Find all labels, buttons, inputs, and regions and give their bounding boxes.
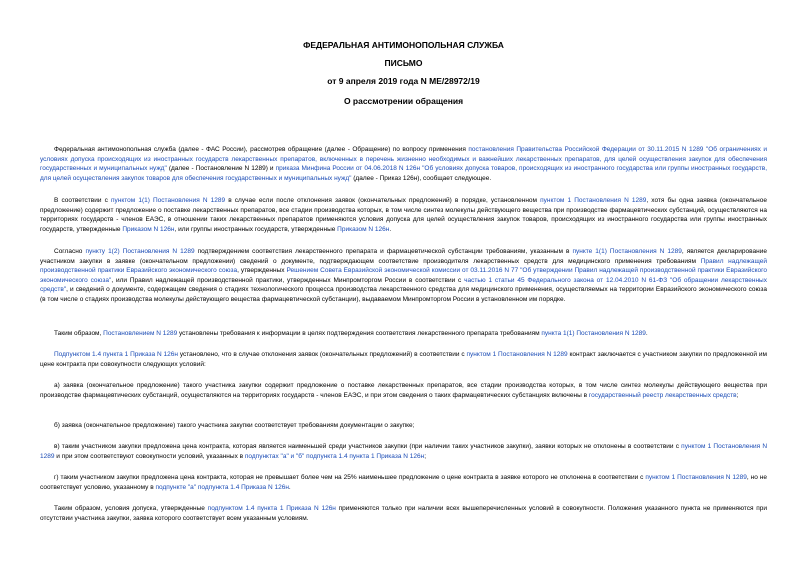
text-segment: .	[389, 225, 392, 233]
subject-title: О рассмотрении обращения	[343, 96, 464, 106]
text-segment: Согласно	[54, 248, 86, 255]
agency-title: ФЕДЕРАЛЬНАЯ АНТИМОНОПОЛЬНАЯ СЛУЖБА	[303, 40, 504, 50]
text-segment: .	[288, 483, 291, 491]
text-segment: г) таким участником закупки предложена цена контракта, которая не превышает более чем на 25% наименьшее предложение о цене контракта в заявке которого не отклонена в соответствии с	[54, 474, 646, 481]
document-link[interactable]: пунктом 1 Постановления N 1289	[540, 197, 647, 204]
document-link[interactable]: постановления Правительства Российской Федерации от 30.11.2015 N 1289 "Об ограничениях и условиях допуска происходящих из иностранных государств лекарственных препаратов, включенных в перечень жизненно необходимых и важнейших лекарственных препаратов, для целей осуществления закупок для обеспечения государственных и муниципальных нужд"	[40, 146, 767, 172]
document-link[interactable]: приказа Минфина России от 04.06.2018 N 126н "Об условиях допуска товаров, происходящих из иностранного государства или группы иностранных государств, для целей осуществления закупок товаров для обеспечения государственных и муниципальных нужд"	[40, 165, 768, 182]
document-link[interactable]: пунктом 1 Постановления N 1289	[40, 443, 768, 460]
text-segment: , утвержденных	[237, 267, 287, 274]
paragraph-8	[40, 442, 767, 461]
document-link[interactable]: частью 1 статьи 45 Федерального закона от 12.04.2010 N 61-ФЗ "Об обращении лекарственных средств"	[40, 276, 767, 293]
document-link[interactable]: Правил надлежащей производственной практики Евразийского экономического союза	[40, 257, 767, 274]
text-segment: установлено, что в случае отклонения заявок (окончательных предложений) в соответствии с	[177, 351, 467, 358]
document-link[interactable]: государственный реестр лекарственных средств	[588, 391, 737, 399]
text-segment: а) заявка (окончательное предложение) такого участника закупки содержит предложение о поставке лекарственных препаратов, все стадии производства которых, в том числе синтез молекулы действующего вещества при производстве фармацевтических субстанций, осуществляются на территориях государств - членов ЕАЭС, и при этом сведения о таких фармацевтических субстанциях включены в	[40, 382, 767, 399]
text-segment: ;	[736, 391, 739, 399]
document-type: ПИСЬМО	[384, 58, 423, 68]
document-link[interactable]: Приказом N 126н	[337, 225, 390, 233]
text-segment: Таким образом,	[54, 330, 104, 337]
text-segment: контракт заключается с участником закупки по предложенной им цене контракта при совокупности следующих условий:	[40, 351, 767, 368]
document-link[interactable]: пункте 1(1) Постановления N 1289	[572, 248, 682, 255]
document-link[interactable]: пунктом 1 Постановления N 1289	[645, 474, 747, 481]
paragraph-4	[40, 329, 767, 339]
text-segment: в) таким участником закупки предложена цена контракта, которая является наименьшей среди участников закупки (при наличии таких участников закупки), заявки которых не отклонены в соответствии с	[54, 443, 682, 450]
text-segment: ;	[424, 452, 426, 460]
text-segment: , или Правил надлежащей производственной практики, утвержденных Минпромторгом России в соответствии с	[111, 276, 465, 284]
text-segment: , но не соответствует условию, указанному в	[40, 474, 767, 491]
text-segment: , и сведений о документе, содержащем сведения о стадиях технологического процесса производства лекарственного средства для медицинского применения, осуществляемых на территории Евразийского экономического союза (в том числе о стадиях производства молекулы действующего вещества фармацевтической субстанции), выдаваемом Минпромторгом России в установленном им порядке.	[40, 286, 767, 303]
text-segment: , хотя бы одна заявка (окончательное предложение) содержит предложение о поставке лекарственных препаратов, все стадии производства которых, в том числе синтез молекулы действующего вещества при производстве фармацевтических субстанций, осуществляются на территориях государств - членов ЕАЭС, в отношении таких лекарственных препаратов применяются условия допуска для целей осуществления закупок товаров, происходящих из иностранного государства или группы иностранных государств, утвержденные	[40, 197, 767, 233]
text-segment: и при этом соответствуют совокупности условий, указанных в	[54, 452, 245, 460]
paragraph-9	[40, 473, 767, 492]
document-link[interactable]: Решением Совета Евразийской экономической комиссии от 03.11.2016 N 77 "Об утверждении Правил надлежащей производственной практики Евразийского экономического союза"	[40, 267, 767, 284]
paragraph-6	[40, 381, 767, 400]
document-link[interactable]: пунктом 1(1) Постановления N 1289	[110, 197, 226, 204]
text-segment: установлены требования к информации в целях подтверждения соответствия лекарственного препарата требованиям	[177, 330, 542, 337]
text-segment: в случае если после отклонения заявок (окончательных предложений) в порядке, установленном	[225, 197, 541, 204]
paragraph-10	[40, 504, 767, 523]
document-link[interactable]: Подпунктом 1.4 пункта 1 Приказа N 126н	[54, 351, 178, 358]
text-segment: (далее - Приказ 126н), сообщает следующее.	[351, 174, 492, 182]
text-segment: .	[645, 330, 648, 337]
document-link[interactable]: пункта 1(1) Постановления N 1289	[541, 330, 646, 337]
date-number: от 9 апреля 2019 года N МЕ/28972/19	[327, 76, 480, 86]
document-link[interactable]: подпунктах "а" и "б" подпункта 1.4 пункта 1 Приказа N 126н	[244, 452, 425, 460]
text-segment: применяются только при наличии всех вышеперечисленных условий в совокупности. Положения указанного пункта не применяются при отсутствии участника закупки, заявка которого соответствует всем указанным условиям.	[40, 505, 767, 522]
text-segment: , является декларирование участником закупки в заявке (окончательном предложении) сведений о документе, подтверждающем соответствие производителя лекарственных средств для медицинского применения требованиям	[40, 248, 767, 265]
text-segment: б) заявка (окончательное предложение) такого участника закупки соответствует требованиям документации о закупке;	[54, 422, 415, 429]
text-segment: Федеральная антимонопольная служба (далее - ФАС России), рассмотрев обращение (далее - Обращение) по вопросу применения	[54, 146, 469, 153]
text-segment: (далее - Постановление N 1289) и	[166, 165, 276, 172]
paragraph-3	[40, 247, 767, 304]
text-segment: , или группы иностранных государств, утвержденные	[174, 225, 338, 233]
paragraph-7	[40, 421, 767, 431]
document-link[interactable]: Постановлением N 1289	[103, 330, 178, 337]
paragraph-1	[40, 145, 767, 183]
document-link[interactable]: подпунктом 1.4 пункта 1 Приказа N 126н	[207, 505, 336, 512]
document-link[interactable]: Приказом N 126н	[122, 225, 175, 233]
paragraph-5	[40, 350, 767, 369]
paragraph-2	[40, 196, 767, 234]
text-segment: Таким образом, условия допуска, утвержденные	[54, 505, 208, 512]
text-segment: В соответствии с	[54, 197, 111, 204]
document-link[interactable]: пунктом 1 Постановления N 1289	[466, 351, 568, 358]
document-link[interactable]: подпункте "а" подпункта 1.4 Приказа N 126н	[155, 483, 289, 491]
document-link[interactable]: пункту 1(2) Постановления N 1289	[85, 248, 195, 255]
text-segment: подтверждением соответствия лекарственного препарата и фармацевтической субстанции требованиям, указанным в	[194, 248, 573, 255]
